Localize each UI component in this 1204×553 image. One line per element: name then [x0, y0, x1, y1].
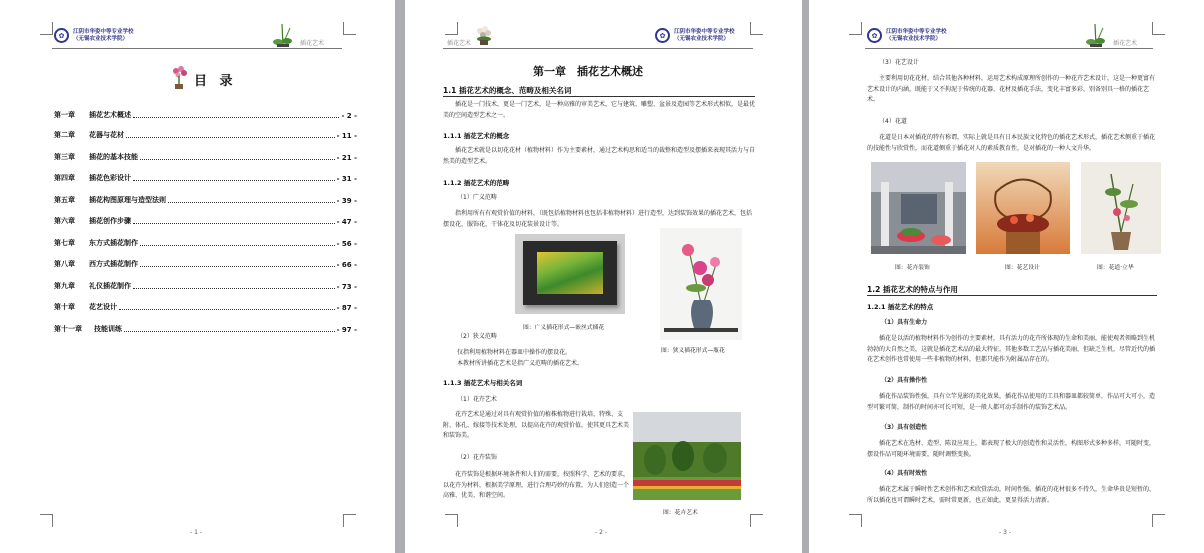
numbered-item: （4）花道: [879, 118, 907, 125]
figure-caption: 图：花艺设计: [1005, 265, 1040, 271]
toc-entry[interactable]: [54, 281, 357, 291]
toc-page: - 73 -: [336, 283, 357, 291]
toc-leader: [119, 309, 335, 310]
toc-page: - 2 -: [341, 112, 357, 120]
page-number: - 2 -: [595, 529, 607, 536]
paragraph: 本教材所讲插花艺术是指广义范畴的插花艺术。: [457, 360, 584, 367]
photo-topiary-garden: [633, 412, 741, 500]
flower-arrangement-icon: [473, 24, 495, 46]
page-2: [405, 0, 802, 553]
toc-title: 目 录: [194, 74, 237, 89]
toc-entry[interactable]: [54, 324, 357, 334]
paragraph: 插花作品装饰性强，具有立竿见影的美化效果，插花作品使用的工具和器皿都较简单，作品可大可小，造型可繁可简，制作的时间亦可长可短，是一般人都可动手制作的装饰艺术品。: [867, 393, 1156, 411]
toc-chapter: 第十一章: [54, 325, 82, 333]
header-label: 插花艺术: [1113, 40, 1138, 47]
toc-entry[interactable]: [54, 173, 357, 183]
toc-leader: [140, 245, 335, 246]
crop-mark: [849, 22, 862, 35]
feature-heading: （4）具有时效性: [881, 470, 928, 477]
toc-page: - 39 -: [336, 197, 357, 205]
toc-entry-title: 礼仪插花制作: [89, 282, 131, 290]
toc-entry-title: 技能训练: [94, 325, 122, 333]
toc-page: - 97 -: [336, 326, 357, 334]
toc-leader: [133, 223, 335, 224]
feature-heading: （2）具有操作性: [881, 377, 928, 384]
figure-caption: 图：花道·立华: [1097, 265, 1134, 271]
crop-mark: [750, 514, 763, 527]
toc-entry[interactable]: [54, 216, 357, 226]
crop-mark: [445, 22, 458, 35]
numbered-item: （2）花卉装饰: [457, 454, 497, 461]
school-emblem-icon: ✿: [655, 28, 670, 43]
toc-page: - 47 -: [336, 218, 357, 226]
toc-entry[interactable]: [54, 152, 357, 162]
toc-entry[interactable]: [54, 259, 357, 269]
toc-entry-title: 插花构图原理与造型法则: [89, 196, 166, 204]
figure-caption: 图：花卉艺术: [663, 510, 698, 516]
crop-mark: [343, 514, 356, 527]
toc-leader: [133, 117, 339, 118]
toc-entry[interactable]: [54, 302, 357, 312]
paragraph: 插花是一门技术，更是一门艺术，是一种高雅的审美艺术，它与建筑、雕塑、盆景及造园等艺术形式相似，是最优美的空间造型艺术之一。: [443, 101, 756, 119]
paragraph: 插花是以活的植物材料作为创作的主要素材，具有活力的花卉所体现的生命和美丽，能使观者领略到生机勃勃的大自然之美，这就是插花艺术品的最大特征。其他多数工艺品与插花美丽，但缺乏生机，尽管近代的插花艺术创作也常使用一些非植物的材料，但都只能作为附属品存在的。: [867, 335, 1156, 363]
paragraph: 花道是日本对插花的特有称谓，实际上就是具有日本民族文化特色的插花艺术形式，插花艺术侧重于插花的技能性与欣赏性，而花道侧重于插花对人的素质教育性，是对插花的一种人文升华。: [867, 134, 1156, 152]
toc-page: - 87 -: [336, 304, 357, 312]
toc-leader: [133, 180, 335, 181]
toc-page: - 56 -: [336, 240, 357, 248]
page-1: [0, 0, 395, 553]
school-logo: [54, 28, 134, 43]
numbered-item: （1）广义范畴: [457, 194, 497, 201]
photo-ikebana-rikka: [1081, 162, 1161, 254]
school-logo: [867, 28, 947, 43]
toc-chapter: 第二章: [54, 131, 75, 139]
school-name: 江阴市华姿中等专业学校: [886, 28, 947, 35]
paragraph: 仅指利用植物材料在器皿中操作的摆设花。: [457, 349, 572, 356]
header-label: 插花艺术: [447, 40, 472, 47]
toc-entry[interactable]: [54, 238, 357, 248]
school-subname: （无锡农业技术学院）: [674, 35, 730, 42]
section-heading: 1.2 插花艺术的特点与作用: [867, 284, 1157, 296]
flower-arrangement-icon: [270, 20, 296, 48]
crop-mark: [40, 514, 53, 527]
photo-vase-arrangement: [660, 228, 742, 340]
toc-entry-title: 插花创作步骤: [89, 217, 131, 225]
school-emblem-icon: ✿: [867, 28, 882, 43]
toc-leader: [124, 331, 335, 332]
toc-page: - 31 -: [336, 175, 357, 183]
toc-leader: [140, 159, 335, 160]
feature-heading: （1）具有生命力: [881, 319, 928, 326]
flower-arrangement-icon: [1083, 20, 1109, 48]
toc-page: - 21 -: [336, 154, 357, 162]
toc-leader: [126, 137, 335, 138]
paragraph: 指利用所有有观赏价值的材料，（既包括植物材料也包括非植物材料）进行造型，达到装饰效果的插花艺术，包括摆设花、服饰花、干体花及切花装景设计等。: [443, 210, 753, 228]
figure-caption: 图：狭义插花形式—瓶花: [661, 348, 725, 354]
school-emblem-icon: ✿: [54, 28, 69, 43]
header-label: 插花艺术: [300, 40, 325, 47]
toc-chapter: 第六章: [54, 217, 75, 225]
chapter-title: 第一章 插花艺术概述: [533, 65, 643, 78]
toc-chapter: 第七章: [54, 239, 75, 247]
subsection-heading: 1.1.1 插花艺术的概念: [443, 132, 510, 140]
page-number: - 3 -: [999, 529, 1011, 536]
flower-bouquet-icon: [168, 64, 190, 90]
school-subname: （无锡农业技术学院）: [886, 35, 942, 42]
paragraph: 插花艺术就是以切花花材（植物材料）作为主要素材，通过艺术构思和适当的裁整和造型及摆插来表现其活力与自然美的造型艺术。: [443, 147, 756, 165]
toc-entry-title: 花器与花材: [89, 131, 124, 139]
school-logo: [655, 28, 735, 43]
page-3: [809, 0, 1204, 553]
page-number: - 1 -: [190, 529, 202, 536]
crop-mark: [1152, 514, 1165, 527]
toc-entry-title: 花艺设计: [89, 303, 117, 311]
toc-page: - 66 -: [336, 261, 357, 269]
paragraph: 插花艺术属于瞬时性艺术创作和艺术欣赏活动，时间性强。插花的花材很多不持久，生命华贵是短暂的，所以插花也可谓瞬时艺术，需时常更新，也正如此，更显得活力清新。: [867, 486, 1156, 504]
toc-chapter: 第三章: [54, 153, 75, 161]
crop-mark: [1152, 22, 1165, 35]
header-rule: [52, 48, 342, 49]
toc-entry-title: 东方式插花制作: [89, 239, 138, 247]
paragraph: 主要利用切花花材，结合其他各种材料，运用艺术构成原理所创作的一种花卉艺术设计，这是一种更富有艺术设计的内涵，既能于又不拘泥于传统的花器、花材及插花手法，变化丰富多彩，别备别具一格的插花艺术。: [867, 75, 1156, 103]
photo-framed-grass-arrangement: [515, 234, 625, 314]
toc-chapter: 第一章: [54, 111, 75, 119]
toc-chapter: 第八章: [54, 260, 75, 268]
header-rule: [443, 48, 753, 49]
crop-mark: [750, 22, 763, 35]
toc-leader: [133, 288, 335, 289]
toc-entry-title: 插花的基本技能: [89, 153, 138, 161]
toc-chapter: 第十章: [54, 303, 75, 311]
figure-caption: 图：花卉装饰: [895, 265, 930, 271]
photo-flower-decoration-hall: [871, 162, 966, 254]
header-rule: [865, 48, 1153, 49]
numbered-item: （1）花卉艺术: [457, 396, 497, 403]
crop-mark: [343, 22, 356, 35]
toc-chapter: 第九章: [54, 282, 75, 290]
crop-mark: [445, 514, 458, 527]
numbered-item: （3）花艺设计: [879, 59, 919, 66]
crop-mark: [40, 22, 53, 35]
numbered-item: （2）狭义范畴: [457, 333, 497, 340]
paragraph: 花卉艺术是通过对具有观赏价值的植株植物进行栽培、特殊、支附、体孔、嫁接等技术处理，以提高花卉的观赏价值，使其更具艺术美和装饰美。: [443, 411, 630, 439]
toc-entry-title: 西方式插花制作: [89, 260, 138, 268]
toc-entry[interactable]: [54, 195, 357, 205]
toc-chapter: 第五章: [54, 196, 75, 204]
school-name: 江阴市华姿中等专业学校: [674, 28, 735, 35]
toc-entry[interactable]: [54, 110, 357, 120]
toc-entry[interactable]: [54, 130, 357, 140]
feature-heading: （3）具有创造性: [881, 424, 928, 431]
figure-caption: 图：广义插花形式—嵌丝式插花: [523, 325, 605, 331]
toc-entry-title: 插花色彩设计: [89, 174, 131, 182]
photo-floral-design: [976, 162, 1070, 254]
subsection-heading: 1.2.1 插花艺术的特点: [867, 303, 934, 311]
paragraph: 花卉装饰是根据环境条件和人们的需要，按照科学、艺术的要求，以花卉为材料，根据美学原理，进行合理巧妙的布置，为人们创造一个高雅、优美、和谐空间。: [443, 471, 630, 499]
crop-mark: [849, 514, 862, 527]
toc-page: - 11 -: [336, 132, 357, 140]
school-name: 江阴市华姿中等专业学校: [73, 28, 134, 35]
subsection-heading: 1.1.3 插花艺术与相关名词: [443, 379, 523, 387]
section-heading: 1.1 插花艺术的概念、范畴及相关名词: [443, 85, 755, 97]
toc-leader: [168, 202, 335, 203]
toc-chapter: 第四章: [54, 174, 75, 182]
school-subname: （无锡农业技术学院）: [73, 35, 129, 42]
toc-entry-title: 插花艺术概述: [89, 111, 131, 119]
subsection-heading: 1.1.2 插花艺术的范畴: [443, 179, 510, 187]
paragraph: 插花艺术在选材、造型、陈设应用上，都表现了极大的创造性和灵活性，构图形式多种多样，可随时变，摆设作品可随环境需要，随时调整变换。: [867, 440, 1156, 458]
toc-leader: [140, 266, 335, 267]
